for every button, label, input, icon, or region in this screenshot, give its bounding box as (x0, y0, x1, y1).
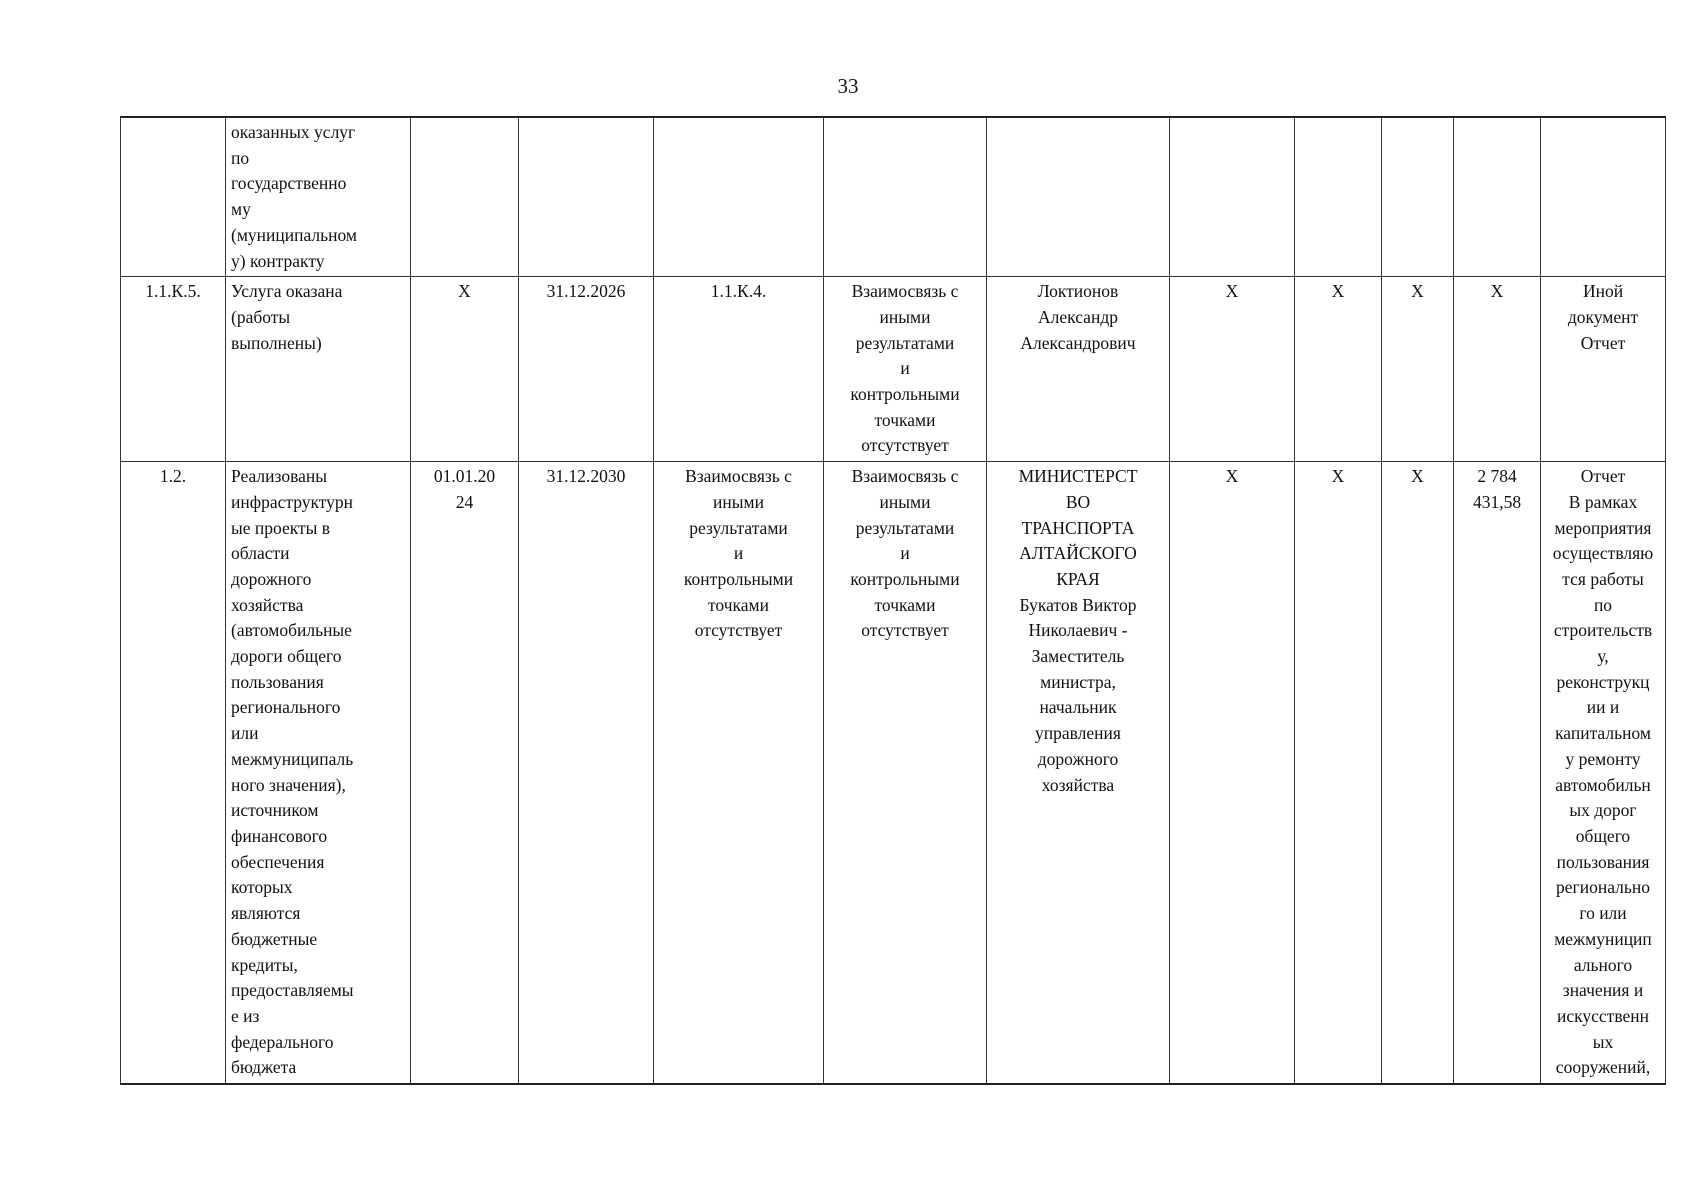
cell-text-line: общего (1575, 825, 1631, 846)
cell-text-line: отсутствует (861, 435, 949, 456)
cell-text-line: Александр (1038, 306, 1118, 327)
cell-text-line: федерального (231, 1031, 334, 1052)
cell-text-line: бюджетные (231, 928, 318, 949)
cell-text-line: ии и (1586, 697, 1620, 718)
cell-text-line: (автомобильные (231, 620, 352, 641)
cell-predecessor (654, 277, 824, 462)
cell-col8 (1170, 117, 1295, 277)
cell-text: 1.1.К.5. (145, 281, 201, 302)
cell-text-line: ального (1573, 954, 1633, 975)
cell-text-line: 431,58 (1472, 491, 1522, 512)
cell-text-line: Букатов Виктор (1019, 594, 1137, 615)
cell-text-line: го или (1579, 903, 1627, 924)
cell-text-line: иными (879, 306, 931, 327)
cell-document (1541, 462, 1666, 1084)
cell-text: X (1225, 466, 1239, 487)
cell-text-line: и (900, 543, 910, 564)
cell-text-line: инфраструктурн (231, 491, 354, 512)
cell-text-line: осуществляю (1552, 543, 1654, 564)
cell-responsible (987, 462, 1170, 1084)
cell-text-line: у ремонту (1565, 748, 1641, 769)
cell-text-line: межмуниципаль (231, 748, 354, 769)
cell-name (226, 277, 411, 462)
cell-text-line: сооружений, (1555, 1057, 1651, 1078)
cell-end-date (519, 277, 654, 462)
cell-col9 (1295, 462, 1382, 1084)
cell-text-line: 24 (455, 491, 474, 512)
cell-name (226, 117, 411, 277)
cell-text-line: контрольными (683, 568, 794, 589)
cell-text-line: дорожного (1037, 748, 1119, 769)
cell-predecessor (654, 117, 824, 277)
cell-number (121, 277, 226, 462)
cell-text-line: Услуга оказана (231, 281, 343, 302)
cell-text-line: Николаевич - (1028, 620, 1128, 641)
cell-document (1541, 117, 1666, 277)
cell-text-line: значения и (1562, 980, 1644, 1001)
cell-text-line: результатами (855, 517, 955, 538)
cell-end-date (519, 462, 654, 1084)
cell-text-line: и (900, 358, 910, 379)
control-points-table (120, 116, 1666, 1085)
cell-text-line: обеспечения (231, 851, 325, 872)
cell-text-line: ного значения), (231, 774, 346, 795)
cell-text-line: регионального (231, 697, 341, 718)
cell-number (121, 462, 226, 1084)
cell-col11 (1454, 462, 1541, 1084)
cell-text-line: МИНИСТЕРСТ (1018, 466, 1138, 487)
cell-text-line: Локтионов (1037, 281, 1119, 302)
cell-col9 (1295, 277, 1382, 462)
cell-text-line: управления (1035, 723, 1121, 744)
cell-text-line: автомобильн (1555, 774, 1651, 795)
cell-text-line: у) контракту (231, 250, 325, 271)
cell-col10 (1382, 277, 1454, 462)
cell-links (824, 117, 987, 277)
cell-start-date (411, 277, 519, 462)
cell-text-line: финансового (231, 825, 328, 846)
cell-text: X (1331, 281, 1345, 302)
cell-text-line: которых (231, 877, 293, 898)
cell-col8 (1170, 277, 1295, 462)
cell-text-line: и (733, 543, 744, 564)
cell-text-line: дорожного (231, 568, 312, 589)
cell-col11 (1454, 117, 1541, 277)
cell-text-line: межмуницип (1554, 928, 1652, 949)
cell-text-line: АЛТАЙСКОГО (1019, 543, 1137, 564)
cell-text-line: В рамках (1568, 491, 1638, 512)
cell-text-line: 1.1.К.4. (710, 281, 767, 302)
cell-text-line: иными (713, 491, 764, 512)
cell-predecessor (654, 462, 824, 1084)
cell-text-line: пользования (1556, 851, 1650, 872)
cell-text-line: ые проекты в (231, 517, 331, 538)
cell-text-line: регионально (1556, 877, 1650, 898)
cell-start-date (411, 117, 519, 277)
cell-text-line: министра, (1040, 671, 1116, 692)
cell-col11 (1454, 277, 1541, 462)
cell-responsible (987, 117, 1170, 277)
cell-text-line: у, (1597, 646, 1609, 667)
cell-text-line: Отчет (1580, 332, 1626, 353)
cell-text-line: строительств (1553, 620, 1653, 641)
cell-text-line: 01.01.20 (433, 466, 496, 487)
cell-text-line: Взаимосвязь с (851, 466, 959, 487)
table-row (121, 277, 1666, 462)
cell-text-line: начальник (1039, 697, 1117, 718)
cell-text-line: реконструкц (1556, 671, 1650, 692)
cell-links (824, 277, 987, 462)
cell-text: 1.2. (159, 466, 187, 487)
cell-text-line: кредиты, (231, 954, 298, 975)
cell-text-line: пользования (231, 671, 324, 692)
cell-name (226, 462, 411, 1084)
cell-end-date (519, 117, 654, 277)
cell-text-line: мероприятия (1554, 517, 1652, 538)
cell-text-line: источником (231, 800, 319, 821)
cell-text-line: выполнены) (231, 332, 322, 353)
cell-text-line: 31.12.2026 (546, 281, 626, 302)
cell-text: X (1331, 466, 1345, 487)
cell-text-line: капитальном (1555, 723, 1651, 744)
cell-col8 (1170, 462, 1295, 1084)
cell-text-line: 2 784 (1477, 466, 1517, 487)
cell-text-line: ТРАНСПОРТА (1021, 517, 1135, 538)
cell-text-line: Иной (1582, 281, 1624, 302)
cell-text-line: хозяйства (1041, 774, 1115, 795)
cell-text-line: Александрович (1020, 332, 1136, 353)
cell-document (1541, 277, 1666, 462)
cell-col10 (1382, 117, 1454, 277)
cell-text-line: точками (874, 594, 936, 615)
cell-text-line: (работы (231, 306, 291, 327)
cell-text-line: ВО (1065, 491, 1091, 512)
cell-responsible (987, 277, 1170, 462)
cell-text: X (1411, 281, 1424, 302)
cell-text-line: 31.12.2030 (546, 466, 626, 487)
cell-text: X (1225, 281, 1239, 302)
cell-text-line: искусственн (1557, 1005, 1649, 1026)
cell-text-line: контрольными (850, 568, 960, 589)
cell-text-line: Отчет (1580, 466, 1626, 487)
cell-text-line: по (231, 147, 250, 168)
cell-links (824, 462, 987, 1084)
cell-text-line: X (458, 281, 471, 302)
cell-text-line: документ (1567, 306, 1639, 327)
cell-text-line: КРАЯ (1056, 568, 1100, 589)
cell-text-line: по (1593, 594, 1613, 615)
cell-text-line: точками (874, 409, 936, 430)
cell-text-line: Заместитель (1031, 646, 1125, 667)
cell-text: X (1411, 466, 1424, 487)
cell-text-line: точками (708, 594, 769, 615)
cell-text-line: Взаимосвязь с (851, 281, 959, 302)
cell-text-line: государственно (231, 173, 347, 194)
cell-text-line: являются (231, 903, 301, 924)
cell-text-line: ых дорог (1569, 800, 1637, 821)
cell-text-line: предоставляемы (231, 980, 354, 1001)
cell-text-line: хозяйства (231, 594, 304, 615)
cell-text-line: результатами (855, 332, 955, 353)
cell-text-line: дороги общего (231, 646, 342, 667)
cell-text-line: тся работы (1562, 568, 1644, 589)
cell-text-line: результатами (689, 517, 788, 538)
page-number: 33 (837, 74, 859, 98)
cell-text-line: бюджета (231, 1057, 297, 1078)
cell-col10 (1382, 462, 1454, 1084)
cell-text-line: ых (1592, 1031, 1614, 1052)
cell-number (121, 117, 226, 277)
cell-text-line: или (231, 723, 259, 744)
cell-text-line: оказанных услуг (231, 122, 356, 142)
cell-text-line: X (1490, 281, 1504, 302)
cell-text-line: му (231, 199, 251, 220)
cell-col9 (1295, 117, 1382, 277)
cell-start-date (411, 462, 519, 1084)
cell-text-line: иными (879, 491, 931, 512)
cell-text-line: Взаимосвязь с (685, 466, 792, 487)
cell-text-line: Реализованы (231, 466, 327, 487)
table-row (121, 462, 1666, 1084)
cell-text-line: е из (231, 1005, 260, 1026)
cell-text-line: отсутствует (694, 620, 783, 641)
table-row (121, 117, 1666, 277)
cell-text-line: отсутствует (861, 620, 949, 641)
cell-text-line: контрольными (850, 384, 960, 405)
cell-text-line: области (231, 543, 290, 564)
cell-text-line: (муниципальном (231, 224, 357, 245)
